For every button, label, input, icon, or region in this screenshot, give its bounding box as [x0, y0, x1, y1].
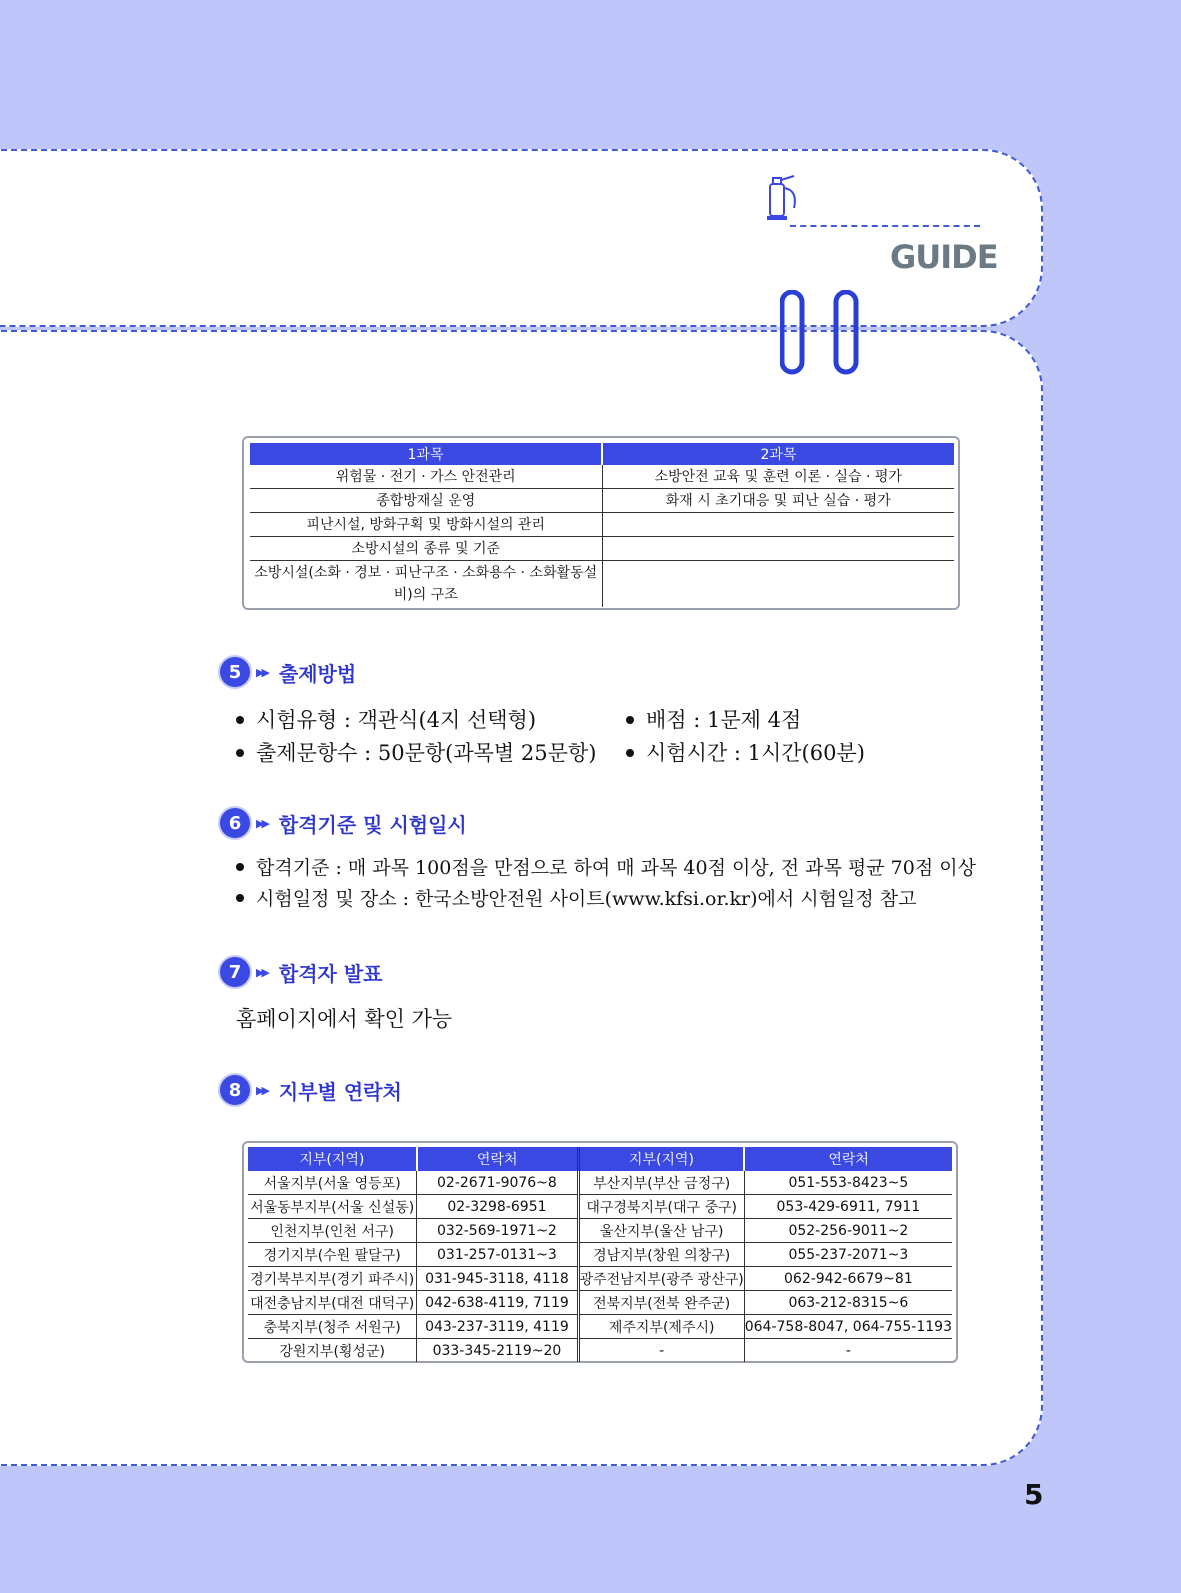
column-header: 2과목: [602, 443, 954, 465]
table-cell: 부산지부(부산 금정구): [578, 1171, 744, 1195]
list-item: 시험유형 : 객관식(4지 선택형): [236, 704, 536, 734]
table-row: [248, 1291, 952, 1315]
table-cell: 제주지부(제주시): [578, 1315, 744, 1339]
table-cell: 051-553-8423~5: [744, 1171, 952, 1195]
item-value: 1시간(60분): [747, 741, 865, 765]
bullet-icon: [626, 749, 634, 757]
contacts-table-frame: [242, 1141, 958, 1363]
table-row: [248, 1219, 952, 1243]
item-label: 시험일정 및 장소: [256, 888, 397, 910]
bullet-icon: [236, 894, 244, 902]
table-header-row: [250, 443, 954, 465]
table-cell: 서울지부(서울 영등포): [248, 1171, 417, 1195]
table-cell: 광주전남지부(광주 광산구): [578, 1267, 744, 1291]
section-6-heading: [220, 808, 467, 838]
column-header: 지부(지역): [578, 1147, 744, 1171]
guide-divider: [790, 225, 980, 227]
section-number-badge: 5: [220, 657, 250, 687]
item-value: 1문제 4점: [707, 708, 802, 732]
table-row: [248, 1267, 952, 1291]
table-cell: 종합방재실 운영: [250, 489, 602, 513]
list-item: 시험일정 및 장소 : 한국소방안전원 사이트(www.kfsi.or.kr)에서 시험일정 참고: [236, 884, 916, 911]
table-cell: 대전충남지부(대전 대덕구): [248, 1291, 417, 1315]
table-cell: 인천지부(인천 서구): [248, 1219, 417, 1243]
table-cell: 경남지부(창원 의창구): [578, 1243, 744, 1267]
table-cell: 02-2671-9076~8: [417, 1171, 578, 1195]
table-row: [250, 489, 954, 513]
table-cell: 강원지부(횡성군): [279, 1343, 385, 1360]
page-number: 5: [1024, 1478, 1044, 1511]
table-row: [250, 561, 954, 608]
table-cell: 033-345-2119~20: [417, 1339, 578, 1363]
item-label: 시험유형: [256, 708, 338, 732]
binder-rings-icon: [780, 290, 880, 376]
table-cell: 043-237-3119, 4119: [417, 1315, 578, 1339]
table-row: [248, 1315, 952, 1339]
bullet-icon: [626, 716, 634, 724]
table-header-row: [248, 1147, 952, 1171]
table-cell: 031-945-3118, 4118: [417, 1267, 578, 1291]
table-row: [250, 465, 954, 489]
table-row: [248, 1243, 952, 1267]
double-arrow-icon: ▶▶: [256, 816, 267, 830]
section-title: 합격자 발표: [278, 961, 383, 986]
section-number-badge: 6: [220, 808, 250, 838]
table-cell: 소방시설(소화 · 경보 · 피난구조 · 소화용수 · 소화활동설비)의 구조: [254, 565, 598, 603]
table-cell: 031-257-0131~3: [417, 1243, 578, 1267]
fire-extinguisher-icon: [764, 170, 804, 222]
table-row: [248, 1339, 952, 1363]
section-title: 지부별 연락처: [278, 1079, 402, 1104]
item-value: 50문항(과목별 25문항): [377, 741, 597, 765]
section-8-heading: [220, 1075, 402, 1105]
header-card: [0, 149, 1043, 327]
contacts-table: [248, 1147, 952, 1362]
table-cell: [602, 561, 954, 608]
table-cell: 서울동부지부(서울 신설동): [248, 1195, 417, 1219]
table-cell: 경기북부지부(경기 파주시): [248, 1267, 417, 1291]
table-cell: 대구경북지부(대구 중구): [578, 1195, 744, 1219]
double-arrow-icon: ▶▶: [256, 665, 267, 679]
table-cell: 소방시설의 종류 및 기준: [250, 537, 602, 561]
table-cell: 전북지부(전북 완주군): [578, 1291, 744, 1315]
table-row: [250, 537, 954, 561]
column-header: 1과목: [250, 443, 602, 465]
item-value: 한국소방안전원 사이트(www.kfsi.or.kr)에서 시험일정 참고: [415, 888, 917, 910]
table-cell: 울산지부(울산 남구): [578, 1219, 744, 1243]
list-item: 배점 : 1문제 4점: [626, 704, 801, 734]
table-cell: 063-212-8315~6: [744, 1291, 952, 1315]
table-cell: -: [578, 1339, 744, 1363]
list-item: 합격기준 : 매 과목 100점을 만점으로 하여 매 과목 40점 이상, 전 과목 평균 70점 이상: [236, 853, 976, 880]
table-cell: 충북지부(청주 서원구): [248, 1315, 417, 1339]
list-item: 출제문항수 : 50문항(과목별 25문항): [236, 737, 596, 767]
bullet-icon: [236, 749, 244, 757]
guide-label: GUIDE: [890, 238, 998, 276]
table-cell: 042-638-4119, 7119: [417, 1291, 578, 1315]
table-cell: [602, 537, 954, 561]
section-title: 출제방법: [278, 661, 357, 686]
table-cell: 032-569-1971~2: [417, 1219, 578, 1243]
double-arrow-icon: ▶▶: [256, 965, 267, 979]
item-label: 시험시간: [646, 741, 728, 765]
table-cell: 소방안전 교육 및 훈련 이론 · 실습 · 평가: [602, 465, 954, 489]
bullet-icon: [236, 863, 244, 871]
column-header: 연락처: [417, 1147, 578, 1171]
item-label: 배점: [646, 708, 687, 732]
section-number-badge: 7: [220, 957, 250, 987]
bullet-icon: [236, 716, 244, 724]
table-row: [248, 1195, 952, 1219]
list-item: 시험시간 : 1시간(60분): [626, 737, 865, 767]
table-cell: 052-256-9011~2: [744, 1219, 952, 1243]
subjects-table: [250, 443, 954, 607]
item-value: 객관식(4지 선택형): [357, 708, 537, 732]
table-cell: 화재 시 초기대응 및 피난 실습 · 평가: [602, 489, 954, 513]
table-cell: 02-3298-6951: [417, 1195, 578, 1219]
column-header: 지부(지역): [248, 1147, 417, 1171]
table-cell: 경기지부(수원 팔달구): [248, 1243, 417, 1267]
table-cell: -: [744, 1339, 952, 1363]
table-cell: 위험물 · 전기 · 가스 안전관리: [250, 465, 602, 489]
section-5-heading: [220, 657, 356, 687]
item-value: 매 과목 100점을 만점으로 하여 매 과목 40점 이상, 전 과목 평균 70점 이상: [347, 857, 976, 879]
section-title: 합격기준 및 시험일시: [278, 812, 467, 837]
column-header: 연락처: [744, 1147, 952, 1171]
table-row: [250, 513, 954, 537]
item-label: 합격기준: [256, 857, 330, 879]
table-cell: 053-429-6911, 7911: [744, 1195, 952, 1219]
announcement-text: 홈페이지에서 확인 가능: [236, 1007, 453, 1031]
double-arrow-icon: ▶▶: [256, 1083, 267, 1097]
section-number-badge: 8: [220, 1075, 250, 1105]
item-label: 출제문항수: [256, 741, 358, 765]
subjects-table-frame: [242, 436, 960, 610]
table-cell: 피난시설, 방화구획 및 방화시설의 관리: [250, 513, 602, 537]
table-cell: 055-237-2071~3: [744, 1243, 952, 1267]
table-cell: [602, 513, 954, 537]
table-cell: 062-942-6679~81: [744, 1267, 952, 1291]
section-7-heading: [220, 957, 383, 987]
table-row: [248, 1171, 952, 1195]
table-cell: 064-758-8047, 064-755-1193: [744, 1315, 952, 1339]
